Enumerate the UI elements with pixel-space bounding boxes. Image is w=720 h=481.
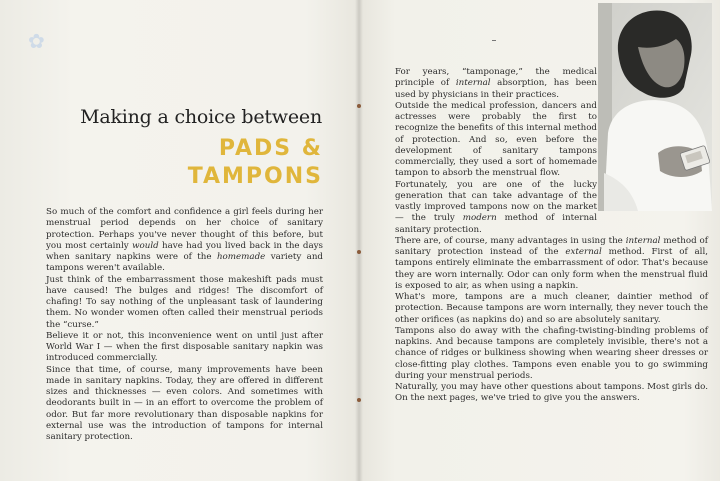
right-body-wide-column (395, 236, 708, 405)
paragraph (46, 331, 323, 365)
page-gutter (355, 0, 363, 481)
headline: Making a choice between (80, 106, 322, 128)
left-body-text (46, 207, 323, 443)
staple (357, 398, 361, 402)
text-run: There are, of course, many advantages in using the (395, 235, 626, 246)
staple (357, 104, 361, 108)
paragraph (46, 207, 323, 275)
right-body-narrow-column (395, 67, 597, 236)
text-run: method of internal sanitary protection. (395, 213, 597, 235)
photo-woman-holding-package (598, 3, 712, 211)
paragraph (46, 365, 323, 444)
emphasis-text: external (565, 247, 602, 257)
text-run: What's more, tampons are a much cleaner, daintier method of protection. Because tampons are worn internally, they never touch the other orifices (as napkins do) and so are absolutely sanitary. (395, 292, 708, 325)
text-run: absorption, has been used by physicians in their practices. (395, 78, 597, 100)
right-page (359, 0, 720, 481)
paragraph (395, 67, 597, 101)
paragraph (395, 236, 708, 292)
emphasis-text: homemade (216, 252, 266, 262)
photo-illustration (598, 3, 712, 211)
paragraph (395, 101, 597, 180)
decorative-mark-icon: ✿ (28, 29, 45, 53)
text-run: method of sanitary protection instead of the (395, 235, 708, 257)
text-run: have had you lived back in the days when sanitary napkins were of the (46, 240, 324, 262)
headline-accent-pads: PADS & (218, 136, 323, 161)
text-run: Tampons also do away with the chafing-twisting-binding problems of napkins. And because tampons are completely invisible, there's not a chance of ridges or bulkiness showing when wearing sheer dresses or close-fitting play clothes. Tampons even enable you to go swimming during your menstrual periods. (395, 325, 708, 381)
text-run: For years, “tamponage,” the medical principle of (395, 67, 597, 89)
emphasis-text: would (132, 240, 159, 251)
text-run: Outside the medical profession, dancers and actresses were probably the first to recognize the benefits of this internal method of protection. And so, even before the development of sanitary tampons commercially, they used a sort of homemade tampon to absorb the menstrual flow. (395, 100, 597, 179)
text-run: Believe it or not, this inconvenience went on until just after World War I — when the first disposable sanitary napkin was introduced commercially. (46, 330, 323, 364)
text-run: variety and tampons weren't available. (46, 252, 323, 274)
left-page (0, 0, 359, 481)
paragraph (395, 382, 708, 405)
paragraph (395, 292, 708, 326)
emphasis-text: internal (455, 78, 491, 89)
page-mark (492, 40, 496, 41)
paragraph (395, 326, 708, 382)
emphasis-text: internal (625, 235, 661, 246)
text-run: Since that time, of course, many improvements have been made in sanitary napkins. Today, they are offered in different sizes and thicknesses — even colors. And sometimes with deodorants built in — in an effort to overcome the problem of odor. But far more revolutionary than disposable napkins for external use was the introduction of tampons for internal sanitary protection. (46, 364, 323, 442)
text-run: Fortunately, you are one of the lucky generation that can take advantage of the vastly improved tampons now on the market — the truly (395, 179, 597, 224)
headline-accent-tampons: TAMPONS (187, 164, 323, 189)
text-run: Just think of the embarrassment those makeshift pads must have caused! The bulges and ridges! The discomfort of chafing! To say nothing of the unpleasant task of laundering them. No wonder women often called their menstrual periods the “curse.” (46, 274, 323, 330)
text-run: So much of the comfort and confidence a girl feels during her menstrual period depends on her choice of sanitary protection. Perhaps you've never thought of this before, but you most certainly (46, 207, 323, 251)
text-run: method. First of all, tampons entirely eliminate the embarrassment of odor. That's because they are worn internally. Odor can only form when the menstrual fluid is exposed to air, as when using a napkin. (395, 247, 709, 291)
text-run: Naturally, you may have other questions about tampons. Most girls do. On the next pages, we've tried to give you the answers. (395, 382, 708, 404)
emphasis-text: modern (462, 213, 497, 224)
paragraph (395, 180, 597, 236)
staple (357, 250, 361, 254)
paragraph (46, 275, 323, 331)
